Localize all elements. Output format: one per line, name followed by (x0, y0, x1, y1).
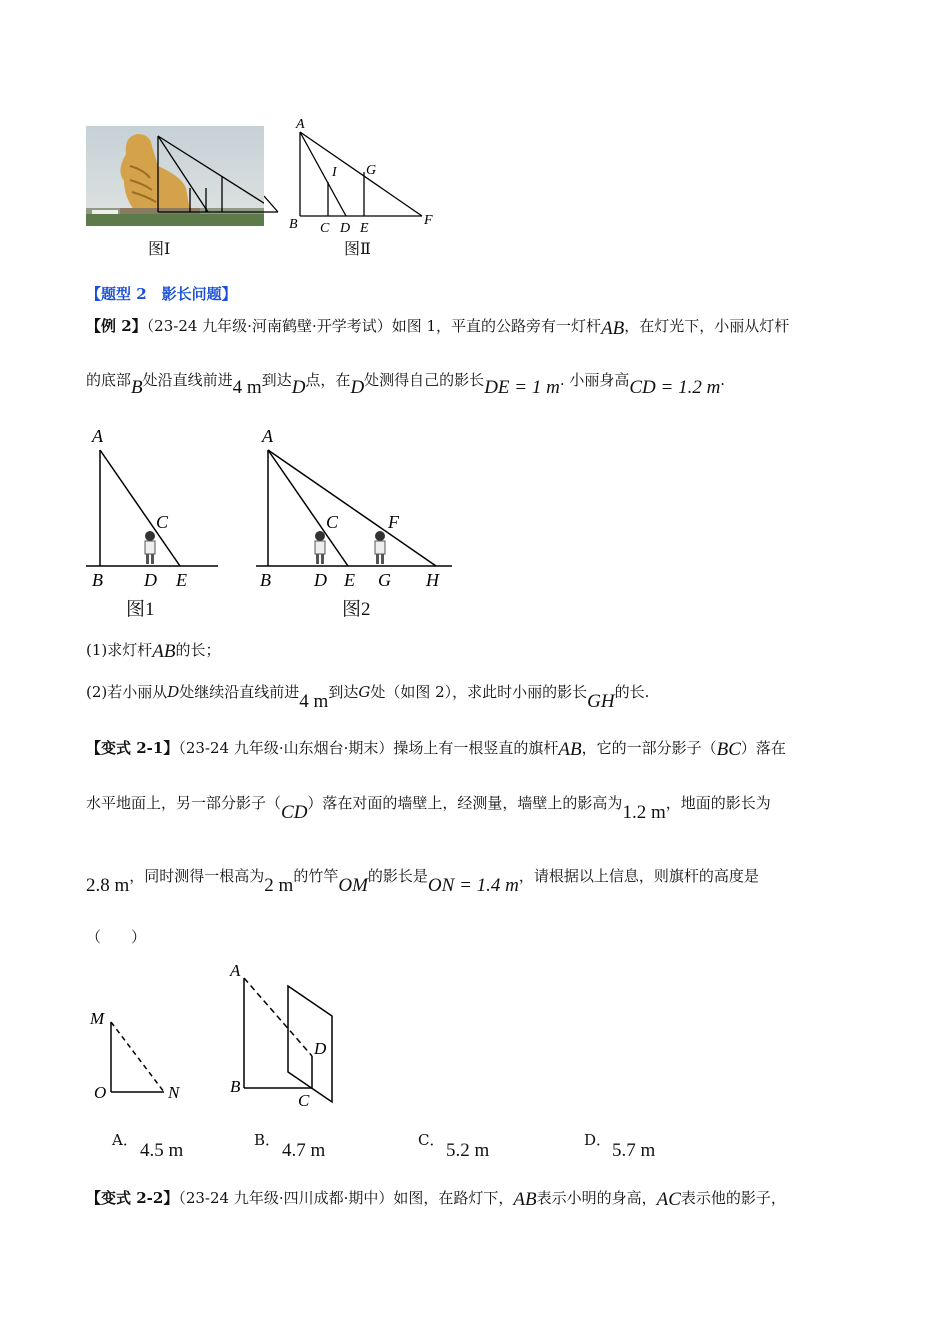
fig2-label-G: G (366, 163, 377, 178)
ex2f2-label-D: D (314, 570, 327, 590)
example2-figure-2 (256, 420, 456, 595)
fig2-label-A: A (296, 117, 305, 132)
option-a[interactable]: A． (112, 1131, 138, 1149)
ex2f2-label-C: C (326, 512, 339, 532)
fig2-label-D: D (340, 221, 351, 236)
variant21-answer-blank: （ ） (86, 928, 147, 946)
option-d[interactable]: D． (584, 1131, 612, 1149)
variant21-line3: 2.8 m，同时测得一根高为2 m的竹竿OM的影长是ON = 1.4 m，请根据以上信息，则旗杆的高度是 (86, 867, 759, 896)
v21-label-A: A (230, 961, 241, 980)
option-a-value: 4.5 m (140, 1140, 184, 1161)
variant22-tag: 【变式 2-2】 (86, 1189, 179, 1207)
variant21-figure-flagpole (226, 960, 356, 1110)
figure-2-diagram (286, 112, 446, 237)
example2-line1: 【例 2】（23-24 九年级·河南鹤壁·开学考试）如图 1，平直的公路旁有一灯杆AB，在灯光下，小丽从灯杆 (86, 317, 790, 339)
ex2f2-label-B: B (260, 570, 271, 590)
person-icon (315, 531, 325, 564)
option-c-value: 5.2 m (446, 1140, 490, 1161)
fig2-label-I: I (332, 165, 337, 180)
example2-line2: 的底部B处沿直线前进4 m到达D点，在D处测得自己的影长DE = 1 m. 小丽身高CD = 1.2 m. (86, 371, 726, 398)
fig2-label-C: C (320, 221, 330, 236)
variant21-figure-bamboo (86, 1000, 196, 1110)
figure-1-caption: 图Ⅰ (148, 239, 171, 258)
ex2f1-label-C: C (156, 512, 169, 532)
figure-photo-overhang (264, 184, 280, 214)
variant21-line2: 水平地面上，另一部分影子（CD）落在对面的墙壁上，经测量，墙壁上的影高为1.2 m，地面的影长为 (86, 794, 771, 823)
fig2-label-F: F (424, 213, 433, 228)
v21-label-N: N (168, 1083, 180, 1102)
ex2f1-label-B: B (92, 570, 103, 590)
ex2f1-label-A: A (92, 426, 103, 446)
example2-figure-1 (86, 420, 226, 595)
option-b-value: 4.7 m (282, 1140, 326, 1161)
ex2f1-label-E: E (176, 570, 187, 590)
ex2f2-label-A: A (262, 426, 273, 446)
option-c[interactable]: C． (418, 1131, 445, 1149)
v21-label-M: M (90, 1009, 105, 1028)
option-d-value: 5.7 m (612, 1140, 656, 1161)
v21-label-O: O (94, 1083, 107, 1102)
figure-2-caption: 图Ⅱ (344, 239, 371, 258)
ex2f2-label-F: F (388, 512, 399, 532)
option-b[interactable]: B． (254, 1131, 281, 1149)
example2-tag: 【例 2】 (86, 317, 147, 335)
ex2f1-label-D: D (144, 570, 157, 590)
example2-q1: (1)求灯杆AB的长； (86, 641, 221, 662)
variant21-tag: 【变式 2-1】 (86, 739, 179, 757)
v21-label-B: B (230, 1077, 241, 1096)
fig2-label-B: B (289, 217, 298, 232)
ex2f2-label-E: E (344, 570, 355, 590)
person-icon (375, 531, 385, 564)
example2-q2: (2)若小丽从D处继续沿直线前进4 m到达G处（如图 2），求此时小丽的影长GH的长. (86, 683, 650, 712)
figure-photo (86, 126, 264, 226)
example2-figure-2-caption: 图2 (342, 599, 371, 620)
section-title: 【题型 2 影长问题】 (86, 285, 237, 303)
v21-label-D: D (314, 1039, 327, 1058)
variant22-line1: 【变式 2-2】（23-24 九年级·四川成都·期中）如图，在路灯下，AB表示小明的身高，AC表示他的影子， (86, 1189, 786, 1210)
variant21-line1: 【变式 2-1】（23-24 九年级·山东烟台·期末）操场上有一根竖直的旗杆AB，它的一部分影子（BC）落在 (86, 739, 786, 760)
person-icon (145, 531, 155, 564)
ex2f2-label-G: G (378, 570, 391, 590)
ex2f2-label-H: H (426, 570, 439, 590)
fig2-label-E: E (360, 221, 369, 236)
example2-figure-1-caption: 图1 (126, 599, 155, 620)
v21-label-C: C (298, 1091, 310, 1110)
